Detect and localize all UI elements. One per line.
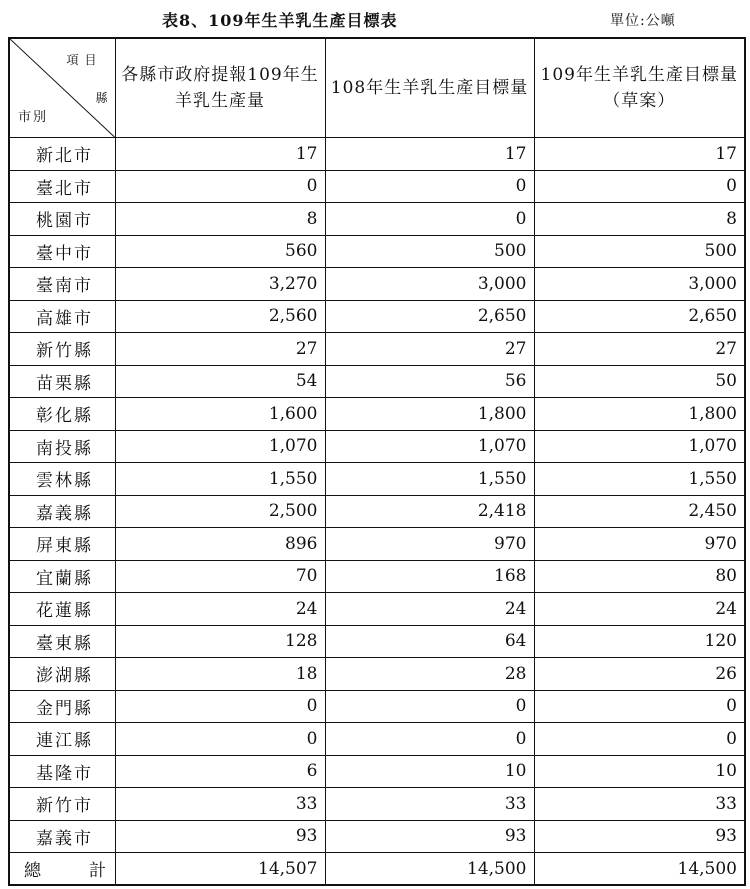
table-row (9, 593, 745, 626)
reported-value-cell: 0 (115, 690, 325, 723)
table-row (9, 528, 745, 561)
table-row (9, 820, 745, 853)
target-108-value-cell: 168 (325, 560, 534, 593)
county-name-cell: 雲林縣 (9, 463, 115, 496)
table-row (9, 625, 745, 658)
table-title: 表8、109年生羊乳生產目標表 (162, 11, 398, 30)
reported-value-cell: 0 (115, 170, 325, 203)
reported-value-cell: 3,270 (115, 268, 325, 301)
county-name-cell: 彰化縣 (9, 398, 115, 431)
target-108-value-cell: 500 (325, 235, 534, 268)
total-label-first-char: 總 (24, 861, 41, 881)
reported-value-cell: 1,550 (115, 463, 325, 496)
target-108-value-cell: 64 (325, 625, 534, 658)
column-header-target-109: 109年生羊乳生產目標量（草案） (534, 38, 745, 138)
table-row (9, 203, 745, 236)
county-name-cell: 南投縣 (9, 430, 115, 463)
target-108-value-cell: 0 (325, 170, 534, 203)
reported-value-cell: 2,560 (115, 300, 325, 333)
reported-value-cell: 18 (115, 658, 325, 691)
table-row (9, 333, 745, 366)
reported-value-cell: 6 (115, 755, 325, 788)
target-109-value-cell: 2,650 (534, 300, 745, 333)
target-109-value-cell: 0 (534, 170, 745, 203)
corner-header-cell (9, 38, 115, 138)
total-target-108-cell: 14,500 (325, 853, 534, 886)
target-108-value-cell: 1,550 (325, 463, 534, 496)
target-108-value-cell: 17 (325, 138, 534, 171)
table-row (9, 300, 745, 333)
reported-value-cell: 2,500 (115, 495, 325, 528)
county-name-cell: 臺中市 (9, 235, 115, 268)
table-row (9, 138, 745, 171)
county-name-cell: 新北市 (9, 138, 115, 171)
reported-value-cell: 24 (115, 593, 325, 626)
target-109-value-cell: 17 (534, 138, 745, 171)
county-name-cell: 基隆市 (9, 755, 115, 788)
target-109-value-cell: 27 (534, 333, 745, 366)
table-row (9, 235, 745, 268)
target-109-value-cell: 80 (534, 560, 745, 593)
county-name-cell: 新竹縣 (9, 333, 115, 366)
target-109-value-cell: 2,450 (534, 495, 745, 528)
county-name-cell: 苗栗縣 (9, 365, 115, 398)
target-108-value-cell: 93 (325, 820, 534, 853)
county-name-cell: 宜蘭縣 (9, 560, 115, 593)
target-108-value-cell: 27 (325, 333, 534, 366)
total-target-109-cell: 14,500 (534, 853, 745, 886)
county-name-cell: 新竹市 (9, 788, 115, 821)
target-109-value-cell: 1,070 (534, 430, 745, 463)
column-header-reported: 各縣市政府提報109年生羊乳生產量 (115, 38, 325, 138)
county-name-cell: 澎湖縣 (9, 658, 115, 691)
target-108-value-cell: 1,070 (325, 430, 534, 463)
table-row (9, 430, 745, 463)
target-109-value-cell: 8 (534, 203, 745, 236)
corner-city-label: 市別 (18, 110, 49, 125)
table-body (9, 138, 745, 886)
target-109-value-cell: 3,000 (534, 268, 745, 301)
target-109-value-cell: 0 (534, 723, 745, 756)
target-108-value-cell: 3,000 (325, 268, 534, 301)
table-row (9, 690, 745, 723)
target-108-value-cell: 33 (325, 788, 534, 821)
reported-value-cell: 93 (115, 820, 325, 853)
reported-value-cell: 27 (115, 333, 325, 366)
county-name-cell: 嘉義市 (9, 820, 115, 853)
target-109-value-cell: 93 (534, 820, 745, 853)
target-109-value-cell: 1,550 (534, 463, 745, 496)
total-reported-cell: 14,507 (115, 853, 325, 886)
table-row (9, 268, 745, 301)
target-109-value-cell: 120 (534, 625, 745, 658)
total-label-cell (9, 853, 115, 886)
county-name-cell: 臺北市 (9, 170, 115, 203)
target-109-value-cell: 10 (534, 755, 745, 788)
county-name-cell: 連江縣 (9, 723, 115, 756)
target-108-value-cell: 56 (325, 365, 534, 398)
table-row (9, 398, 745, 431)
target-108-value-cell: 24 (325, 593, 534, 626)
corner-item-label: 項目 (66, 53, 103, 67)
target-108-value-cell: 2,418 (325, 495, 534, 528)
target-109-value-cell: 1,800 (534, 398, 745, 431)
reported-value-cell: 8 (115, 203, 325, 236)
target-108-value-cell: 0 (325, 723, 534, 756)
target-109-value-cell: 50 (534, 365, 745, 398)
target-108-value-cell: 0 (325, 690, 534, 723)
target-109-value-cell: 500 (534, 235, 745, 268)
table-row (9, 170, 745, 203)
table-row (9, 658, 745, 691)
column-header-target-108: 108年生羊乳生產目標量 (325, 38, 534, 138)
target-109-value-cell: 0 (534, 690, 745, 723)
target-109-value-cell: 26 (534, 658, 745, 691)
table-row (9, 755, 745, 788)
county-name-cell: 高雄市 (9, 300, 115, 333)
county-name-cell: 屏東縣 (9, 528, 115, 561)
unit-label: 單位:公噸 (610, 13, 676, 29)
target-108-value-cell: 28 (325, 658, 534, 691)
table-row (9, 723, 745, 756)
total-label-second-char: 計 (89, 861, 106, 881)
reported-value-cell: 17 (115, 138, 325, 171)
reported-value-cell: 0 (115, 723, 325, 756)
county-name-cell: 臺東縣 (9, 625, 115, 658)
table-row (9, 463, 745, 496)
total-row (9, 853, 745, 886)
reported-value-cell: 33 (115, 788, 325, 821)
county-name-cell: 臺南市 (9, 268, 115, 301)
county-name-cell: 桃園市 (9, 203, 115, 236)
corner-county-label: 縣 (95, 91, 109, 105)
target-108-value-cell: 1,800 (325, 398, 534, 431)
reported-value-cell: 560 (115, 235, 325, 268)
target-108-value-cell: 2,650 (325, 300, 534, 333)
county-name-cell: 嘉義縣 (9, 495, 115, 528)
reported-value-cell: 1,600 (115, 398, 325, 431)
header-row (9, 38, 745, 138)
county-name-cell: 金門縣 (9, 690, 115, 723)
county-name-cell: 花蓮縣 (9, 593, 115, 626)
table-row (9, 365, 745, 398)
reported-value-cell: 70 (115, 560, 325, 593)
goat-milk-target-table (8, 37, 746, 886)
reported-value-cell: 896 (115, 528, 325, 561)
target-109-value-cell: 33 (534, 788, 745, 821)
target-108-value-cell: 10 (325, 755, 534, 788)
target-108-value-cell: 0 (325, 203, 534, 236)
table-row (9, 560, 745, 593)
table-row (9, 495, 745, 528)
target-108-value-cell: 970 (325, 528, 534, 561)
reported-value-cell: 128 (115, 625, 325, 658)
target-109-value-cell: 24 (534, 593, 745, 626)
table-row (9, 788, 745, 821)
target-109-value-cell: 970 (534, 528, 745, 561)
reported-value-cell: 1,070 (115, 430, 325, 463)
reported-value-cell: 54 (115, 365, 325, 398)
